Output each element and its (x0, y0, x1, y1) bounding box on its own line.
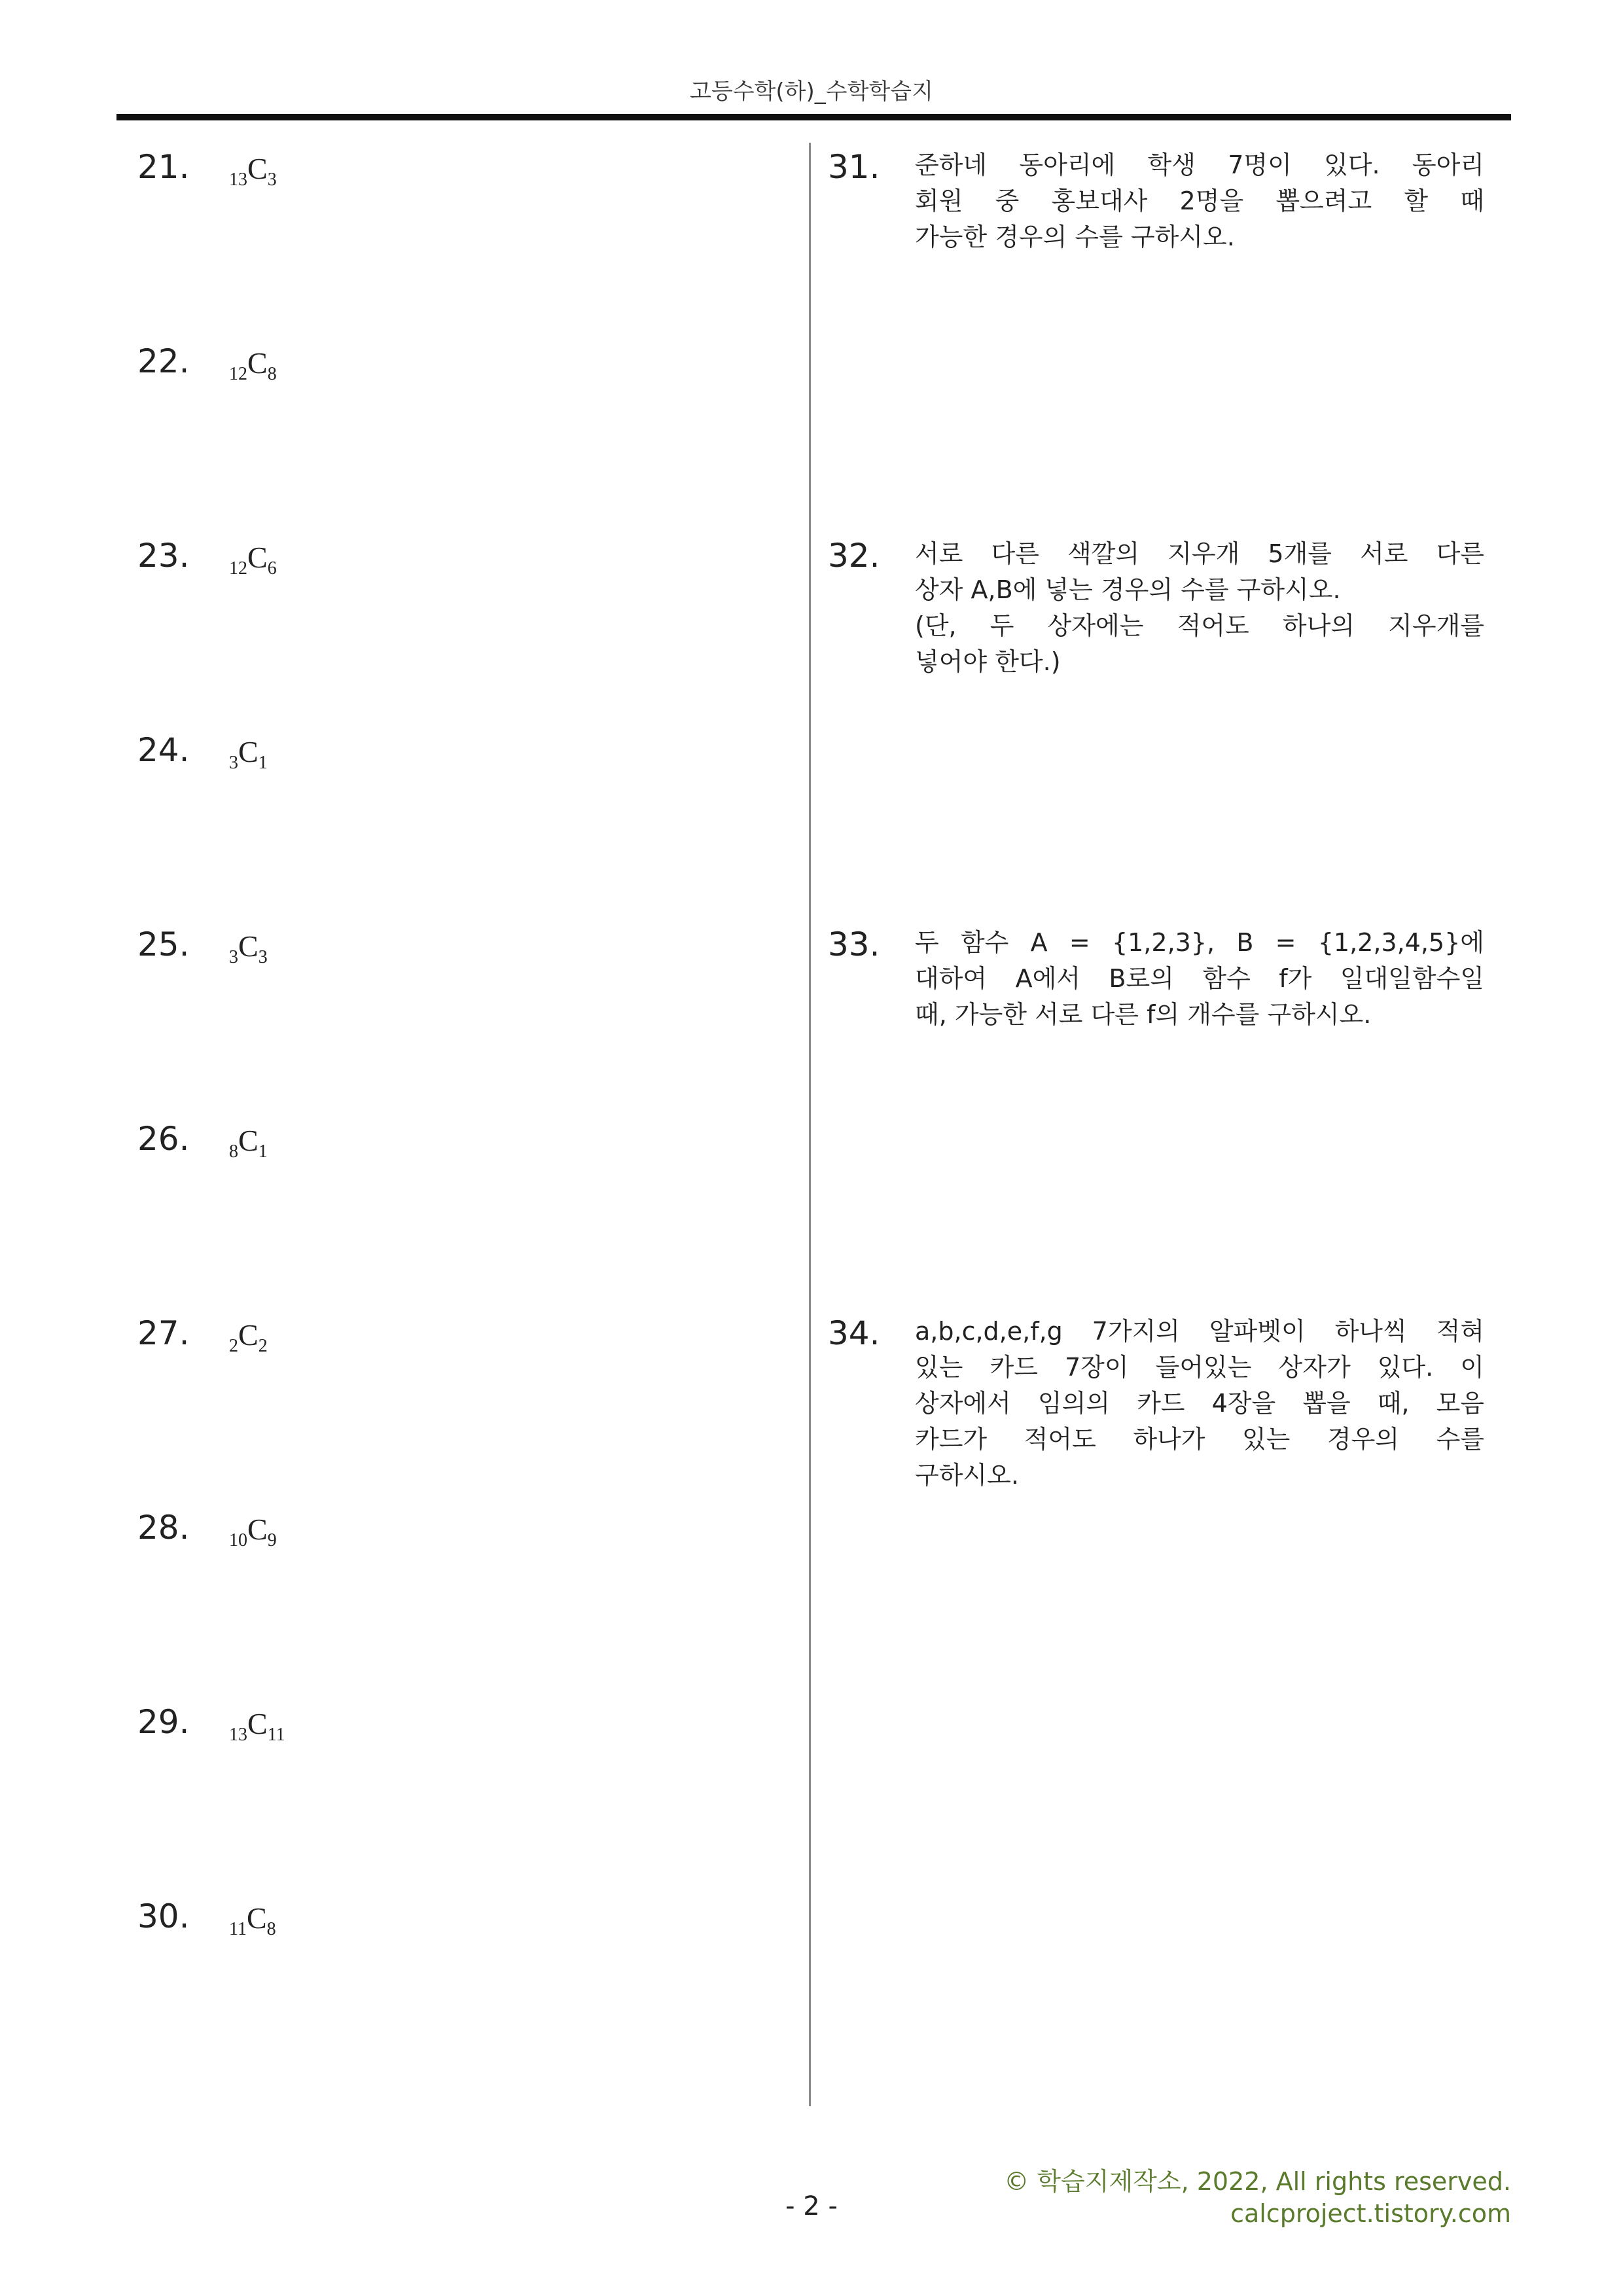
problem-number: 34. (828, 1314, 880, 1352)
question-line: 카드가 적어도 하나가 있는 경우의 수를 (915, 1425, 1484, 1454)
question-line: 상자 A,B에 넣는 경우의 수를 구하시오. (915, 575, 1341, 604)
combination-r: 6 (267, 558, 277, 579)
combination-expression (229, 1319, 268, 1356)
problem-number: 29. (137, 1703, 190, 1741)
question-text (915, 147, 1484, 255)
combination-letter: C (238, 929, 259, 963)
combination-r: 3 (267, 170, 277, 190)
footer-site-link[interactable]: calcproject.tistory.com (1230, 2199, 1511, 2228)
combination-n: 11 (229, 1919, 247, 1939)
question-line: 상자에서 임의의 카드 4장을 뽑을 때, 모음 (915, 1389, 1484, 1418)
combination-n: 2 (229, 1336, 238, 1356)
combination-r: 8 (266, 1919, 276, 1939)
combination-r: 1 (258, 1141, 268, 1162)
problem-number: 30. (137, 1897, 190, 1935)
combination-letter: C (246, 1901, 267, 1935)
combination-letter: C (247, 541, 268, 574)
question-line: 가능한 경우의 수를 구하시오. (915, 223, 1235, 251)
problem-number: 27. (137, 1314, 190, 1352)
combination-r: 3 (258, 947, 268, 967)
question-line: 대하여 A에서 B로의 함수 f가 일대일함수일 (915, 964, 1484, 993)
question-line: 있는 카드 7장이 들어있는 상자가 있다. 이 (915, 1353, 1484, 1382)
page-number: - 2 - (785, 2191, 838, 2221)
question-text (915, 536, 1484, 680)
question-line: 구하시오. (915, 1461, 1019, 1490)
header-rule (116, 114, 1511, 120)
combination-n: 8 (229, 1141, 238, 1162)
question-text (915, 1314, 1484, 1494)
combination-letter: C (238, 1318, 259, 1352)
combination-n: 10 (229, 1530, 247, 1551)
problem-number: 22. (137, 342, 190, 380)
combination-expression (229, 1902, 276, 1939)
combination-letter: C (247, 1707, 268, 1740)
problem-number: 25. (137, 925, 190, 963)
combination-letter: C (247, 152, 268, 185)
combination-letter: C (238, 1124, 259, 1157)
combination-letter: C (247, 1513, 268, 1546)
footer-copyright: © 학습지제작소, 2022, All rights reserved. (1004, 2167, 1511, 2196)
combination-r: 2 (258, 1336, 268, 1356)
combination-n: 12 (229, 364, 247, 384)
combination-letter: C (238, 735, 259, 768)
combination-r: 9 (267, 1530, 277, 1551)
question-text (915, 925, 1484, 1033)
combination-n: 3 (229, 947, 238, 967)
combination-expression (229, 347, 277, 384)
question-line: 준하네 동아리에 학생 7명이 있다. 동아리 (915, 151, 1484, 179)
problem-number: 21. (137, 148, 190, 186)
problem-number: 24. (137, 731, 190, 769)
question-line: 서로 다른 색깔의 지우개 5개를 서로 다른 (915, 539, 1484, 568)
question-line: (단, 두 상자에는 적어도 하나의 지우개를 (915, 611, 1484, 640)
question-line: a,b,c,d,e,f,g 7가지의 알파벳이 하나씩 적혀 (915, 1317, 1484, 1346)
question-line: 때, 가능한 서로 다른 f의 개수를 구하시오. (915, 1000, 1372, 1029)
column-divider (809, 143, 811, 2106)
problem-number: 26. (137, 1120, 190, 1158)
combination-expression (229, 930, 268, 967)
combination-n: 3 (229, 753, 238, 773)
combination-expression (229, 1708, 285, 1745)
problem-number: 33. (828, 925, 880, 963)
problem-number: 23. (137, 537, 190, 575)
combination-r: 8 (267, 364, 277, 384)
combination-expression (229, 736, 268, 773)
question-line: 넣어야 한다.) (915, 647, 1061, 676)
combination-expression (229, 1513, 277, 1551)
combination-r: 11 (267, 1725, 285, 1745)
page-header-title: 고등수학(하)_수학학습지 (690, 79, 933, 105)
question-line: 회원 중 홍보대사 2명을 뽑으려고 할 때 (915, 187, 1484, 215)
combination-expression (229, 152, 277, 190)
combination-n: 13 (229, 1725, 247, 1745)
problem-number: 28. (137, 1509, 190, 1547)
combination-n: 13 (229, 170, 247, 190)
problem-number: 32. (828, 537, 880, 575)
combination-r: 1 (258, 753, 268, 773)
question-line: 두 함수 A = {1,2,3}, B = {1,2,3,4,5}에 (915, 928, 1484, 957)
combination-expression (229, 1124, 268, 1162)
problem-number: 31. (828, 148, 880, 186)
combination-n: 12 (229, 558, 247, 579)
combination-letter: C (247, 346, 268, 380)
combination-expression (229, 541, 277, 579)
